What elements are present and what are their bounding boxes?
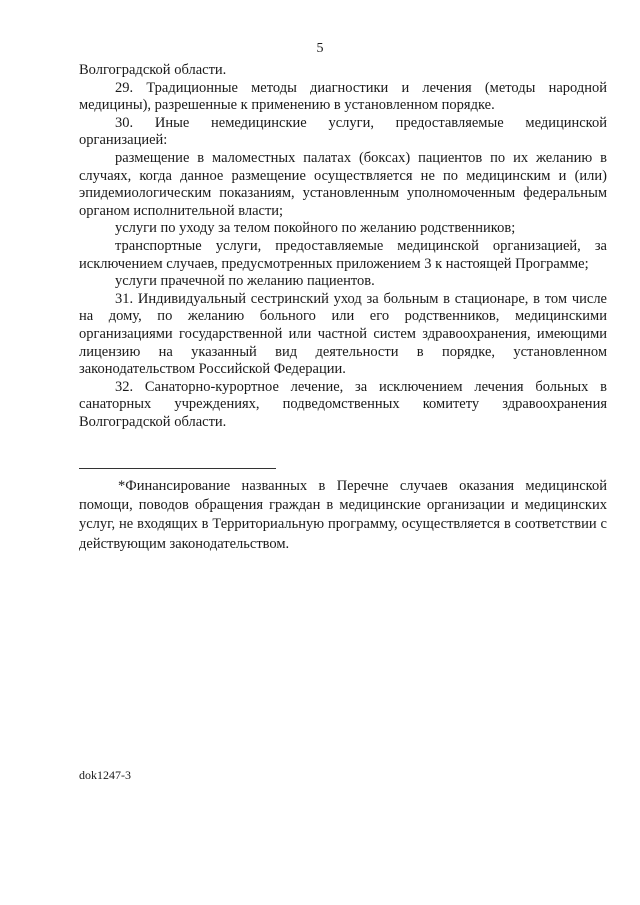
paragraph-item-30-transport: транспортные услуги, предоставляемые медицинской организацией, за исключением случаев, предусмотренных приложением 3 к настоящей Программе;: [79, 237, 607, 272]
paragraph-item-30: 30. Иные немедицинские услуги, предоставляемые медицинской организацией:: [79, 114, 607, 149]
page-number: 5: [316, 41, 324, 56]
paragraph-item-30-laundry: услуги прачечной по желанию пациентов.: [115, 273, 375, 290]
paragraph-item-30-body-care: услуги по уходу за телом покойного по желанию родственников;: [115, 220, 516, 237]
document-id: dok1247-3: [79, 768, 131, 782]
paragraph-item-31: 31. Индивидуальный сестринский уход за больным в стационаре, в том числе на дому, по желанию больного или его родственников, медицинскими организациями государственной или частной систем здравоохранения, имеющими лицензию на указанный вид деятельности в порядке, установленном законодательством Российской Федерации.: [79, 290, 607, 378]
paragraph-continuation: Волгоградской области.: [79, 62, 227, 78]
paragraph-item-32: 32. Санаторно-курортное лечение, за исключением лечения больных в санаторных учреждениях, подведомственных комитету здравоохранения Волгоградской области.: [79, 378, 607, 430]
footnote-divider: [79, 468, 276, 469]
document-body: [79, 62, 607, 431]
paragraph-item-30-accommodation: размещение в маломестных палатах (боксах) пациентов по их желанию в случаях, когда данное размещение осуществляется не по медицинским и (или) эпидемиологическим показаниям, установленным уполномоченным федеральным органом исполнительной власти;: [79, 149, 607, 219]
footnote: *Финансирование названных в Перечне случаев оказания медицинской помощи, поводов обращения граждан в медицинские организации и медицинских услуг, не входящих в Территориальную программу, осуществляется в соответствии с действующим законодательством.: [79, 478, 607, 552]
paragraph-item-29: 29. Традиционные методы диагностики и лечения (методы народной медицины), разрешенные к применению в установленном порядке.: [79, 79, 607, 114]
